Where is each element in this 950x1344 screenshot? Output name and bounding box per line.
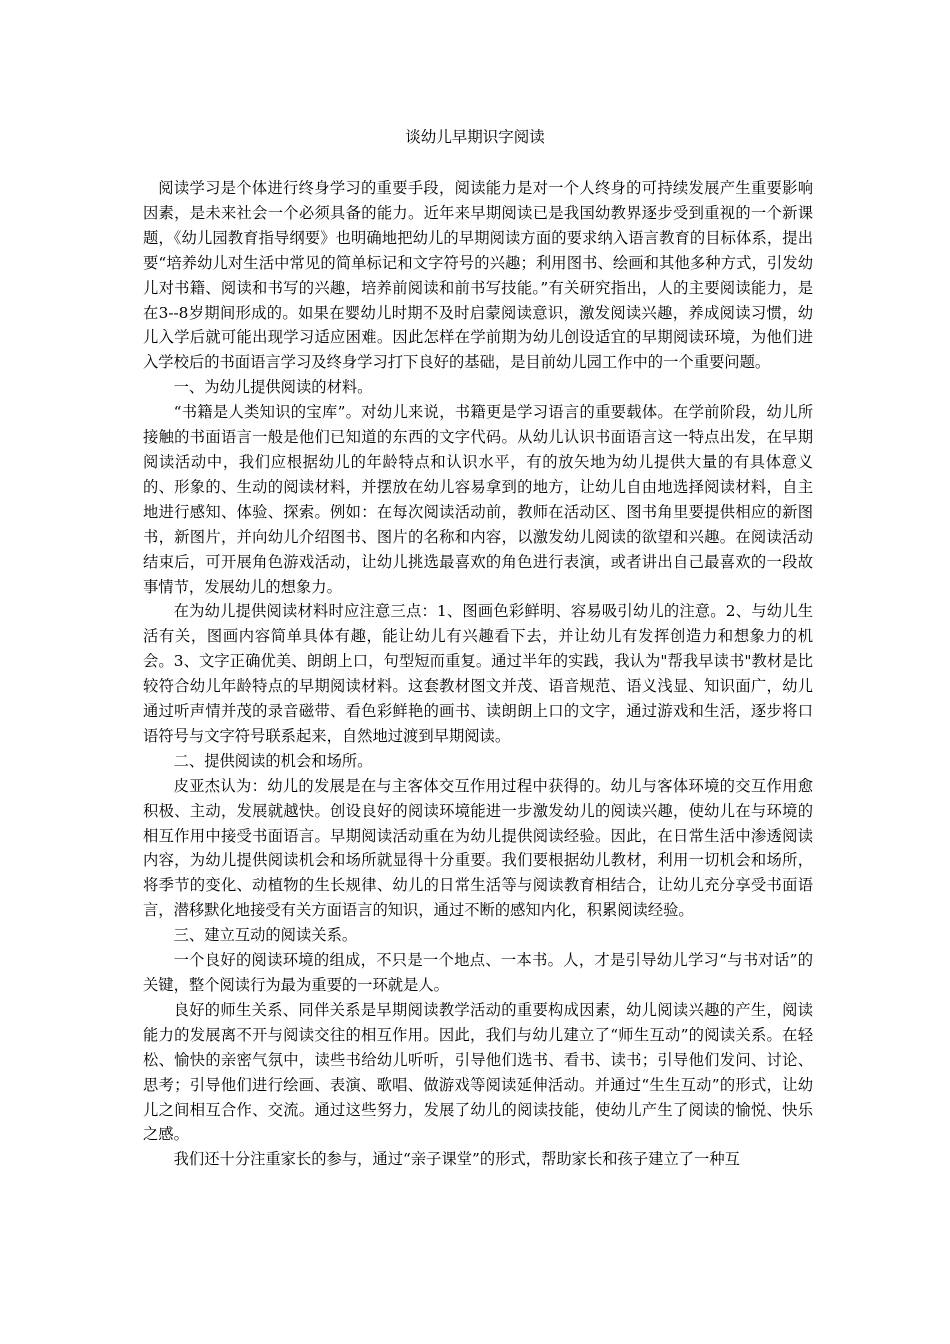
document-title: 谈幼儿早期识字阅读 bbox=[405, 128, 545, 146]
section-heading-2: 二、提供阅读的机会和场所。 bbox=[173, 751, 373, 770]
section-heading-3: 三、建立互动的阅读关系。 bbox=[173, 926, 358, 945]
section-3-paragraph-2: 良好的师生关系、同伴关系是早期阅读教学活动的重要构成因素，幼儿阅读兴趣的产生，阅读能力的发展离不开与阅读交往的相互作用。因此，我们与幼儿建立了“师生互动”的阅读关系。在轻松、愉快的亲密气氛中，读些书给幼儿听听，引导他们选书、看书、读书；引导他们发问、讨论、思考；引导他们进行绘画、表演、歌唱、做游戏等阅读延伸活动。并通过“生生互动”的形式，让幼儿之间相互合作、交流。通过这些努力，发展了幼儿的阅读技能，使幼儿产生了阅读的愉悦、快乐之感。 bbox=[143, 1000, 813, 1144]
section-1-paragraph-2: 在为幼儿提供阅读材料时应注意三点：1、图画色彩鲜明、容易吸引幼儿的注意。2、与幼儿生活有关，图画内容简单具体有趣，能让幼儿有兴趣看下去，并让幼儿有发挥创造力和想象力的机会。3、文字正确优美、朗朗上口，句型短而重复。通过半年的实践，我认为"帮我早读书"教材是比较符合幼儿年龄特点的早期阅读材料。这套教材图文并茂、语音规范、语义浅显、知识面广，幼儿通过听声情并茂的录音磁带、看色彩鲜艳的画书、读朗朗上口的文字，通过游戏和生活，逐步将口语符号与文字符号联系起来，自然地过渡到早期阅读。 bbox=[143, 602, 813, 745]
section-2-paragraph-1: 皮亚杰认为：幼儿的发展是在与主客体交互作用过程中获得的。幼儿与客体环境的交互作用愈积极、主动，发展就越快。创设良好的阅读环境能进一步激发幼儿的阅读兴趣，使幼儿在与环境的相互作用中接受书面语言。早期阅读活动重在为幼儿提供阅读经验。因此，在日常生活中渗透阅读内容，为幼儿提供阅读机会和场所就显得十分重要。我们要根据幼儿教材，利用一切机会和场所，将季节的变化、动植物的生长规律、幼儿的日常生活等与阅读教育相结合，让幼儿充分享受书面语言，潜移默化地接受有关方面语言的知识，通过不断的感知内化，积累阅读经验。 bbox=[143, 776, 813, 920]
intro-paragraph: 阅读学习是个体进行终身学习的重要手段，阅读能力是对一个人终身的可持续发展产生重要影响因素，是未来社会一个必须具备的能力。近年来早期阅读已是我国幼教界逐步受到重视的一个新课题，《幼儿园教育指导纲要》也明确地把幼儿的早期阅读方面的要求纳入语言教育的目标体系，提出要“培养幼儿对生活中常见的简单标记和文字符号的兴趣；利用图书、绘画和其他多种方式，引发幼儿对书籍、阅读和书写的兴趣，培养前阅读和前书写技能。”有关研究指出，人的主要阅读能力，是在3--8岁期间形成的。如果在婴幼儿时期不及时启蒙阅读意识，激发阅读兴趣，养成阅读习惯，幼儿入学后就可能出现学习适应困难。因此怎样在学前期为幼儿创设适宜的早期阅读环境，为他们进入学校后的书面语言学习及终身学习打下良好的基础，是目前幼儿园工作中的一个重要问题。 bbox=[143, 179, 813, 372]
section-3-paragraph-3: 我们还十分注重家长的参与，通过“亲子课堂”的形式，帮助家长和孩子建立了一种互 bbox=[173, 1150, 740, 1169]
section-heading-1: 一、为幼儿提供阅读的材料。 bbox=[173, 378, 373, 397]
section-3-paragraph-1: 一个良好的阅读环境的组成，不只是一个地点、一本书。人，才是引导幼儿学习“与书对话”的关键，整个阅读行为最为重要的一环就是人。 bbox=[143, 951, 813, 994]
document-body bbox=[143, 176, 813, 1172]
section-1-paragraph-1: “书籍是人类知识的宝库”。对幼儿来说，书籍更是学习语言的重要载体。在学前阶段，幼儿所接触的书面语言一般是他们已知道的东西的文字代码。从幼儿认识书面语言这一特点出发，在早期阅读活动中，我们应根据幼儿的年龄特点和认识水平，有的放矢地为幼儿提供大量的有具体意义的、形象的、生动的阅读材料，并摆放在幼儿容易拿到的地方，让幼儿自由地选择阅读材料，自主地进行感知、体验、探索。例如：在每次阅读活动前，教师在活动区、图书角里要提供相应的新图书，新图片，并向幼儿介绍图书、图片的名称和内容，以激发幼儿阅读的欲望和兴趣。在阅读活动结束后，可开展角色游戏活动，让幼儿挑选最喜欢的角色进行表演，或者讲出自己最喜欢的一段故事情节，发展幼儿的想象力。 bbox=[143, 403, 813, 596]
